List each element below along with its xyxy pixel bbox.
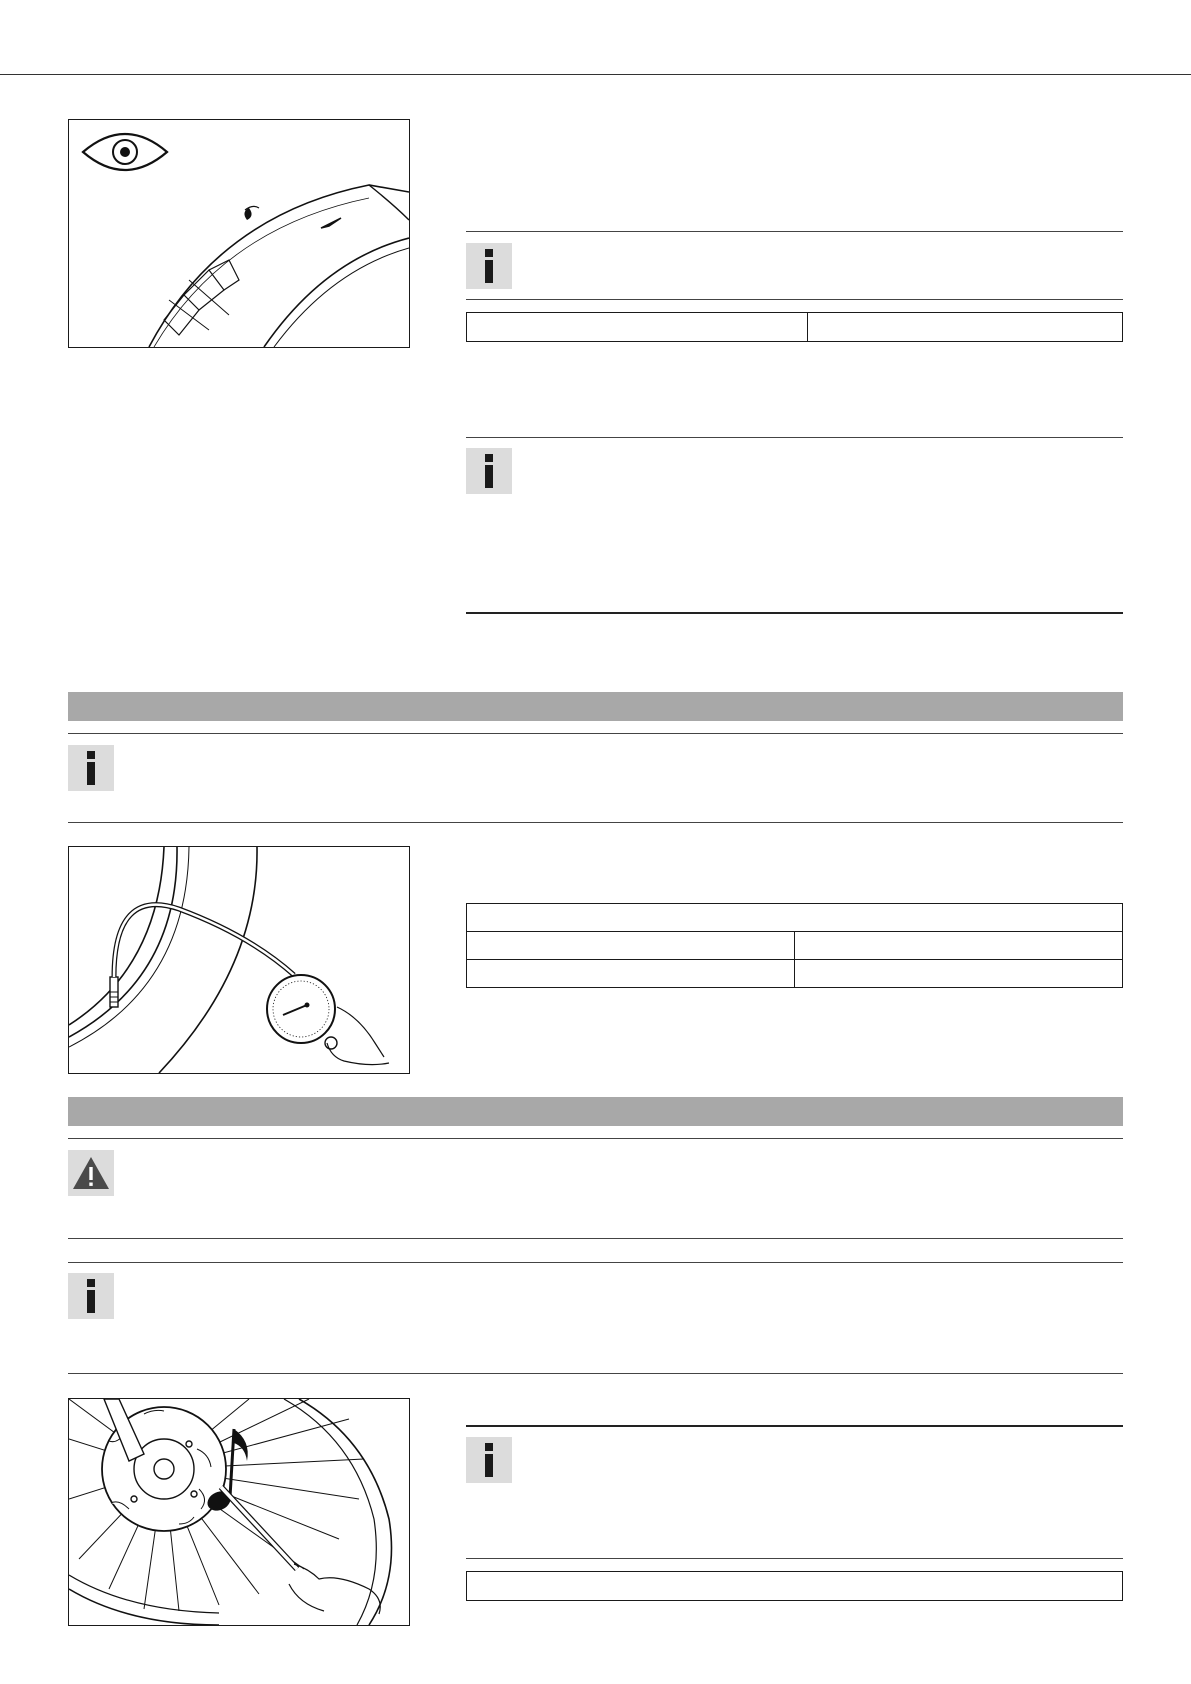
eye-icon [83, 134, 167, 170]
table-cell [795, 932, 1123, 960]
note-rule-bottom [466, 299, 1123, 300]
spec-table [466, 312, 1123, 342]
info-note-box [466, 448, 512, 494]
pressure-table [466, 903, 1123, 988]
warning-rule-bottom [68, 1238, 1123, 1239]
table-cell [467, 313, 808, 342]
spec-table [466, 1571, 1123, 1601]
note-rule-bottom [466, 1558, 1123, 1559]
page-top-rule [0, 74, 1191, 75]
info-note-box [68, 1273, 114, 1319]
info-note-box [466, 243, 512, 289]
note-rule-top [466, 231, 1123, 232]
table-row [467, 932, 1123, 960]
info-icon [84, 1279, 98, 1313]
note-rule-top [68, 733, 1123, 734]
note-rule-bottom [466, 612, 1123, 614]
brake-disc-figure [68, 1398, 410, 1626]
info-icon [482, 454, 496, 488]
info-note-box [68, 745, 114, 791]
pressure-gauge-icon [267, 975, 337, 1049]
note-rule-top [466, 437, 1123, 438]
table-row [467, 960, 1123, 988]
table-cell [795, 960, 1123, 988]
table-row [467, 904, 1123, 932]
table-cell [467, 932, 795, 960]
note-rule-bottom [68, 822, 1123, 823]
info-icon [84, 751, 98, 785]
section-heading-banner [68, 692, 1123, 721]
info-icon [482, 1443, 496, 1477]
table-cell [467, 960, 795, 988]
warning-note-box [68, 1150, 114, 1196]
warning-icon [71, 1155, 111, 1191]
note-rule-top [68, 1262, 1123, 1263]
note-rule-bottom [68, 1373, 1123, 1374]
table-cell [808, 313, 1123, 342]
section-heading-banner [68, 1097, 1123, 1126]
table-cell [467, 1572, 1123, 1601]
info-note-box [466, 1437, 512, 1483]
note-rule-top [466, 1425, 1123, 1427]
tire-pressure-figure [68, 846, 410, 1074]
tire-inspection-figure [68, 119, 410, 348]
table-row [467, 1572, 1123, 1601]
table-header-cell [467, 904, 1123, 932]
table-row [467, 313, 1123, 342]
info-icon [482, 249, 496, 283]
warning-rule-top [68, 1138, 1123, 1139]
